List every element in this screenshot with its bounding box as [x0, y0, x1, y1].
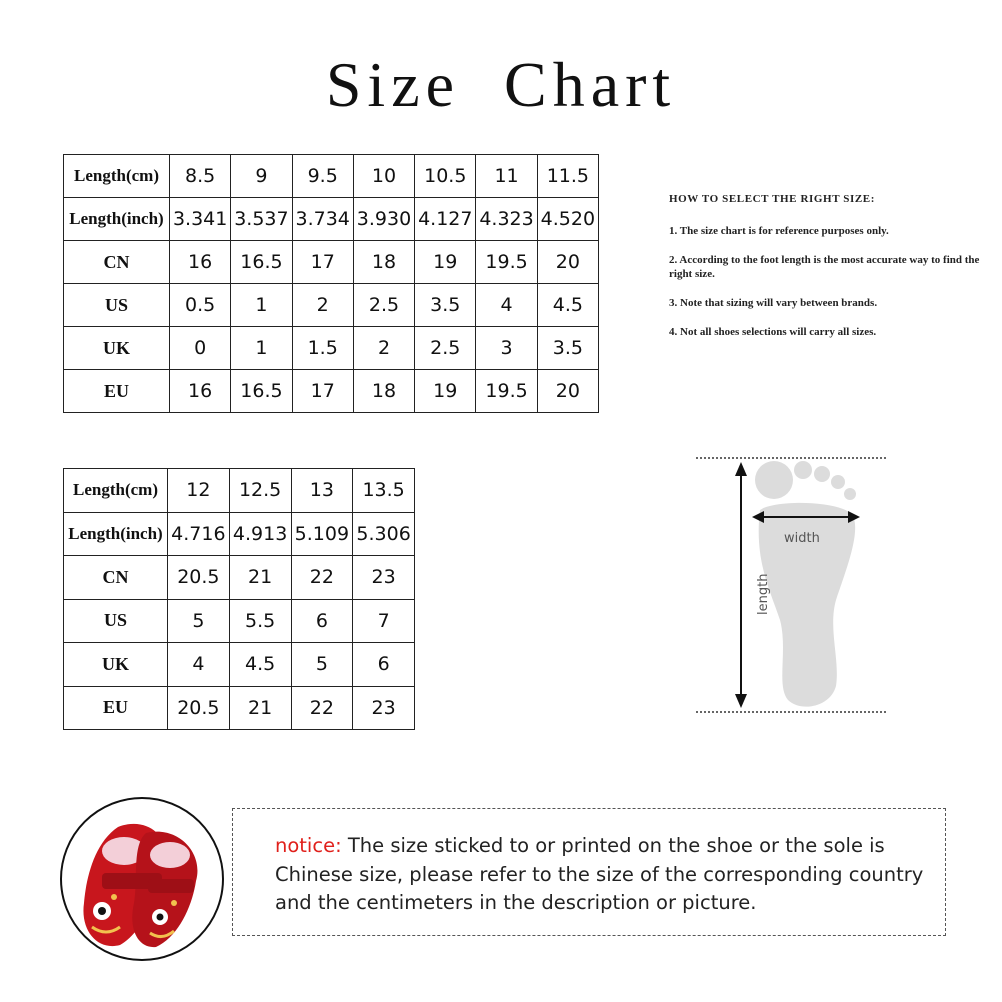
- size-tip: 1. The size chart is for reference purposes only.: [669, 225, 889, 237]
- size-cell: 4: [168, 643, 230, 687]
- size-row: [64, 686, 415, 730]
- size-cell: 1: [231, 284, 292, 327]
- row-header: CN: [64, 556, 168, 600]
- size-cell: 21: [229, 686, 291, 730]
- size-row: [64, 512, 415, 556]
- size-cell: 16.5: [231, 241, 292, 284]
- size-row: [64, 155, 599, 198]
- size-row: [64, 556, 415, 600]
- row-header: Length(inch): [64, 512, 168, 556]
- size-row: [64, 198, 599, 241]
- size-cell: 17: [292, 370, 353, 413]
- size-cell: 0: [170, 327, 231, 370]
- size-cell: 12.5: [229, 469, 291, 513]
- size-cell: 7: [353, 599, 415, 643]
- foot-measure-icon: [696, 450, 892, 722]
- size-cell: 4.520: [537, 198, 598, 241]
- size-cell: 4: [476, 284, 537, 327]
- size-cell: 11: [476, 155, 537, 198]
- size-cell: 2: [292, 284, 353, 327]
- size-cell: 16: [170, 241, 231, 284]
- size-cell: 4.5: [537, 284, 598, 327]
- notice-text: [275, 832, 935, 918]
- size-cell: 12: [168, 469, 230, 513]
- size-table-1: [63, 154, 599, 413]
- size-cell: 5.306: [353, 512, 415, 556]
- size-row: [64, 284, 599, 327]
- row-header: US: [64, 284, 170, 327]
- row-header: CN: [64, 241, 170, 284]
- size-cell: 2: [353, 327, 414, 370]
- row-header: EU: [64, 370, 170, 413]
- size-cell: 3.5: [415, 284, 476, 327]
- size-table-2: [63, 468, 415, 730]
- size-cell: 19.5: [476, 241, 537, 284]
- size-cell: 16: [170, 370, 231, 413]
- size-cell: 1.5: [292, 327, 353, 370]
- size-cell: 9: [231, 155, 292, 198]
- size-cell: 0.5: [170, 284, 231, 327]
- size-cell: 4.716: [168, 512, 230, 556]
- size-cell: 3.5: [537, 327, 598, 370]
- size-cell: 6: [291, 599, 353, 643]
- size-cell: 13.5: [353, 469, 415, 513]
- row-header: EU: [64, 686, 168, 730]
- size-cell: 4.913: [229, 512, 291, 556]
- size-cell: 3.930: [353, 198, 414, 241]
- size-tip: 3. Note that sizing will vary between brands.: [669, 297, 878, 309]
- size-cell: 21: [229, 556, 291, 600]
- size-cell: 19.5: [476, 370, 537, 413]
- size-cell: 19: [415, 241, 476, 284]
- size-cell: 23: [353, 686, 415, 730]
- size-cell: 13: [291, 469, 353, 513]
- notice-body: The size sticked to or printed on the shoe or the sole is Chinese size, please refer to the size of the corresponding country and the centimeters in the description or picture.: [275, 834, 924, 914]
- page-title: Size Chart: [325, 49, 677, 120]
- size-cell: 20.5: [168, 686, 230, 730]
- size-row: [64, 327, 599, 370]
- size-guide: [669, 193, 989, 354]
- size-row: [64, 370, 599, 413]
- size-cell: 3.734: [292, 198, 353, 241]
- size-cell: 5: [168, 599, 230, 643]
- size-cell: 18: [353, 241, 414, 284]
- size-cell: 22: [291, 556, 353, 600]
- size-cell: 3.341: [170, 198, 231, 241]
- size-cell: 10: [353, 155, 414, 198]
- size-cell: 5.109: [291, 512, 353, 556]
- size-row: [64, 241, 599, 284]
- notice-label: notice:: [275, 834, 342, 857]
- size-cell: 3.537: [231, 198, 292, 241]
- row-header: Length(inch): [64, 198, 170, 241]
- size-cell: 22: [291, 686, 353, 730]
- size-cell: 19: [415, 370, 476, 413]
- size-cell: 2.5: [353, 284, 414, 327]
- size-row: [64, 599, 415, 643]
- row-header: US: [64, 599, 168, 643]
- size-cell: 23: [353, 556, 415, 600]
- size-cell: 20: [537, 241, 598, 284]
- size-cell: 6: [353, 643, 415, 687]
- width-label: width: [784, 531, 820, 546]
- row-header: Length(cm): [64, 469, 168, 513]
- size-cell: 1: [231, 327, 292, 370]
- size-tip: 4. Not all shoes selections will carry all sizes.: [669, 326, 877, 338]
- size-cell: 10.5: [415, 155, 476, 198]
- product-image: [60, 797, 224, 961]
- size-row: [64, 643, 415, 687]
- size-cell: 17: [292, 241, 353, 284]
- red-baby-shoes-image: [62, 799, 222, 959]
- row-header: UK: [64, 327, 170, 370]
- size-guide-heading: HOW TO SELECT THE RIGHT SIZE:: [669, 193, 876, 205]
- size-cell: 2.5: [415, 327, 476, 370]
- size-tip: 2. According to the foot length is the most accurate way to find the right size.: [669, 254, 980, 280]
- size-cell: 4.5: [229, 643, 291, 687]
- size-cell: 4.127: [415, 198, 476, 241]
- size-cell: 18: [353, 370, 414, 413]
- size-cell: 5: [291, 643, 353, 687]
- row-header: Length(cm): [64, 155, 170, 198]
- size-cell: 20.5: [168, 556, 230, 600]
- size-cell: 4.323: [476, 198, 537, 241]
- size-cell: 11.5: [537, 155, 598, 198]
- size-cell: 20: [537, 370, 598, 413]
- length-label: length: [756, 573, 771, 615]
- row-header: UK: [64, 643, 168, 687]
- size-cell: 5.5: [229, 599, 291, 643]
- size-cell: 16.5: [231, 370, 292, 413]
- size-cell: 8.5: [170, 155, 231, 198]
- size-cell: 9.5: [292, 155, 353, 198]
- size-row: [64, 469, 415, 513]
- size-cell: 3: [476, 327, 537, 370]
